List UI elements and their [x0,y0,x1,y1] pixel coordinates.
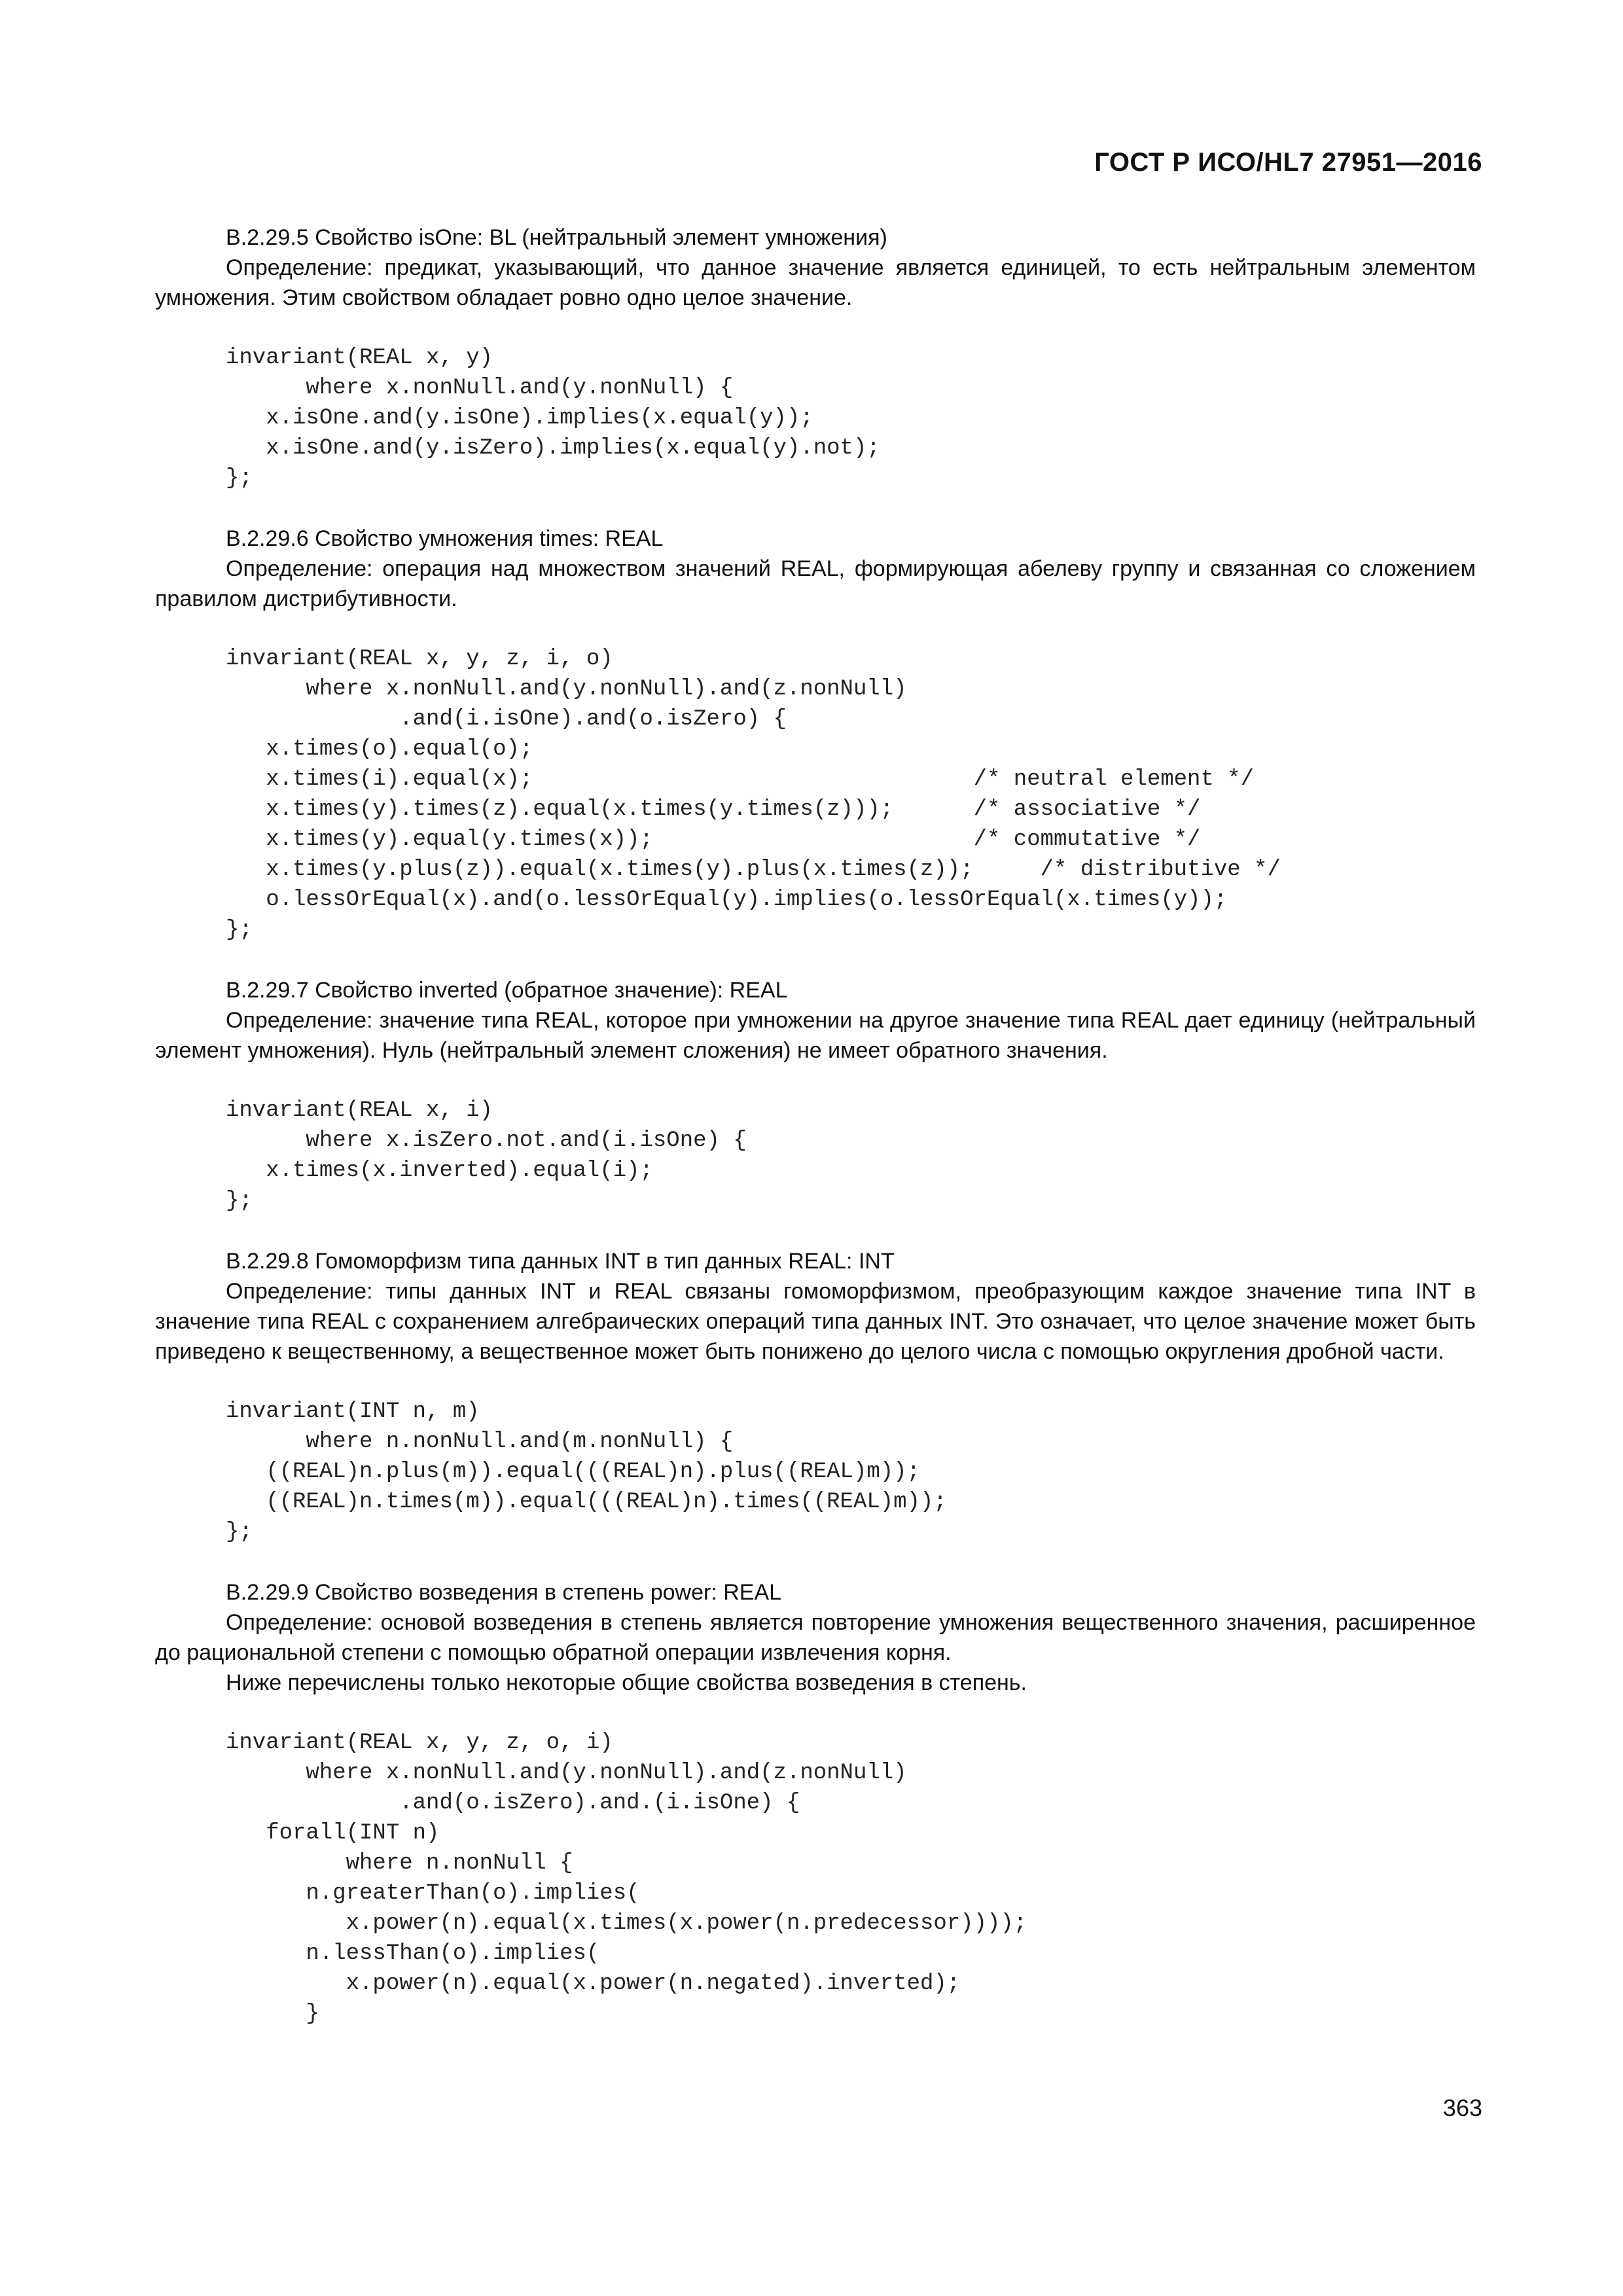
section-paragraph: Определение: предикат, указывающий, что данное значение является единицей, то есть нейтральным элементом умножения. Этим свойством обладает ровно одно целое значение. [155,255,1476,310]
code-block [155,644,1476,945]
section-paragraph: Определение: значение типа REAL, которое при умножении на другое значение типа REAL дает единицу (нейтральный элемент умножения). Нуль (нейтральный элемент сложения) не имеет обратного значения. [155,1008,1476,1063]
section-paragraph: Ниже перечислены только некоторые общие свойства возведения в степень. [226,1670,1027,1695]
code-line: where x.nonNull.and(y.nonNull).and(z.nonNull) [226,1761,907,1785]
section-paragraph: Определение: основой возведения в степень является повторение умножения вещественного значения, расширенное до рациональной степени с помощью обратной операции извлечения корня. [155,1610,1476,1665]
code-line: x.times(o).equal(o); [226,737,533,762]
section [155,1246,1476,1547]
code-line: }; [226,1520,253,1545]
code-line: x.power(n).equal(x.power(n.negated).inverted); [226,1971,961,1996]
standard-header: ГОСТ Р ИСО/HL7 27951—2016 [1094,148,1482,177]
code-line: x.isOne.and(y.isZero).implies(x.equal(y).not); [226,436,880,461]
section-paragraph: Определение: типы данных INT и REAL связаны гомоморфизмом, преобразующим каждое значение типа INT в значение типа REAL с сохранением алгебраических операций типа данных INT. Это означает, что целое значение может быть приведено к вещественному, а вещественное может быть понижено до целого числа с помощью округления дробной части. [155,1279,1476,1364]
code-line: x.times(y.plus(z)).equal(x.times(y).plus(x.times(z)); /* distributive */ [226,857,1281,882]
code-line: invariant(REAL x, y, z, i, o) [226,647,613,672]
section [155,223,1476,493]
code-line: where x.isZero.not.and(i.isOne) { [226,1128,747,1153]
code-line: ((REAL)n.plus(m)).equal(((REAL)n).plus((REAL)m)); [226,1460,920,1484]
code-line: .and(o.isZero).and.(i.isOne) { [226,1791,800,1816]
code-line: where x.nonNull.and(y.nonNull) { [226,376,734,401]
section-title: B.2.29.8 Гомоморфизм типа данных INT в тип данных REAL: INT [226,1249,895,1274]
code-line: x.times(x.inverted).equal(i); [226,1158,653,1183]
section-title: B.2.29.9 Свойство возведения в степень power: REAL [226,1580,782,1605]
code-line: where x.nonNull.and(y.nonNull).and(z.nonNull) [226,677,907,702]
code-line: x.power(n).equal(x.times(x.power(n.predecessor)))); [226,1911,1027,1936]
code-block [155,343,1476,493]
code-line: } [226,2001,319,2026]
code-line: where n.nonNull { [226,1851,573,1876]
code-block [155,1728,1476,2029]
code-line: invariant(REAL x, y, z, o, i) [226,1731,613,1755]
code-line: invariant(REAL x, i) [226,1098,493,1123]
section [155,975,1476,1216]
code-line: ((REAL)n.times(m)).equal(((REAL)n).times((REAL)m)); [226,1490,947,1515]
section-title: B.2.29.5 Свойство isOne: BL (нейтральный элемент умножения) [226,225,887,250]
section-title: B.2.29.7 Свойство inverted (обратное значение): REAL [226,978,788,1003]
code-line: x.times(y).equal(y.times(x)); /* commutative */ [226,827,1201,852]
code-line: x.times(i).equal(x); /* neutral element */ [226,767,1255,792]
code-line: n.lessThan(o).implies( [226,1941,600,1966]
code-line: o.lessOrEqual(x).and(o.lessOrEqual(y).implies(o.lessOrEqual(x.times(y)); [226,888,1228,912]
code-block [155,1397,1476,1547]
code-line: n.greaterThan(o).implies( [226,1881,640,1906]
code-line: x.isOne.and(y.isOne).implies(x.equal(y)); [226,406,813,431]
section [155,1577,1476,2029]
code-line: }; [226,918,253,942]
code-line: x.times(y).times(z).equal(x.times(y.times(z))); /* associative */ [226,797,1201,822]
code-block [155,1096,1476,1216]
section-title: B.2.29.6 Свойство умножения times: REAL [226,526,664,551]
document-body [155,223,1476,2029]
code-line: invariant(INT n, m) [226,1399,480,1424]
code-line: }; [226,466,253,491]
section-paragraph: Определение: операция над множеством значений REAL, формирующая абелеву группу и связанная со сложением правилом дистрибутивности. [155,556,1476,611]
code-line: .and(i.isOne).and(o.isZero) { [226,707,787,732]
code-line: where n.nonNull.and(m.nonNull) { [226,1429,734,1454]
code-line: invariant(REAL x, y) [226,346,493,370]
page-number: 363 [1442,2094,1482,2121]
section [155,524,1476,945]
code-line: }; [226,1189,253,1213]
code-line: forall(INT n) [226,1821,440,1846]
